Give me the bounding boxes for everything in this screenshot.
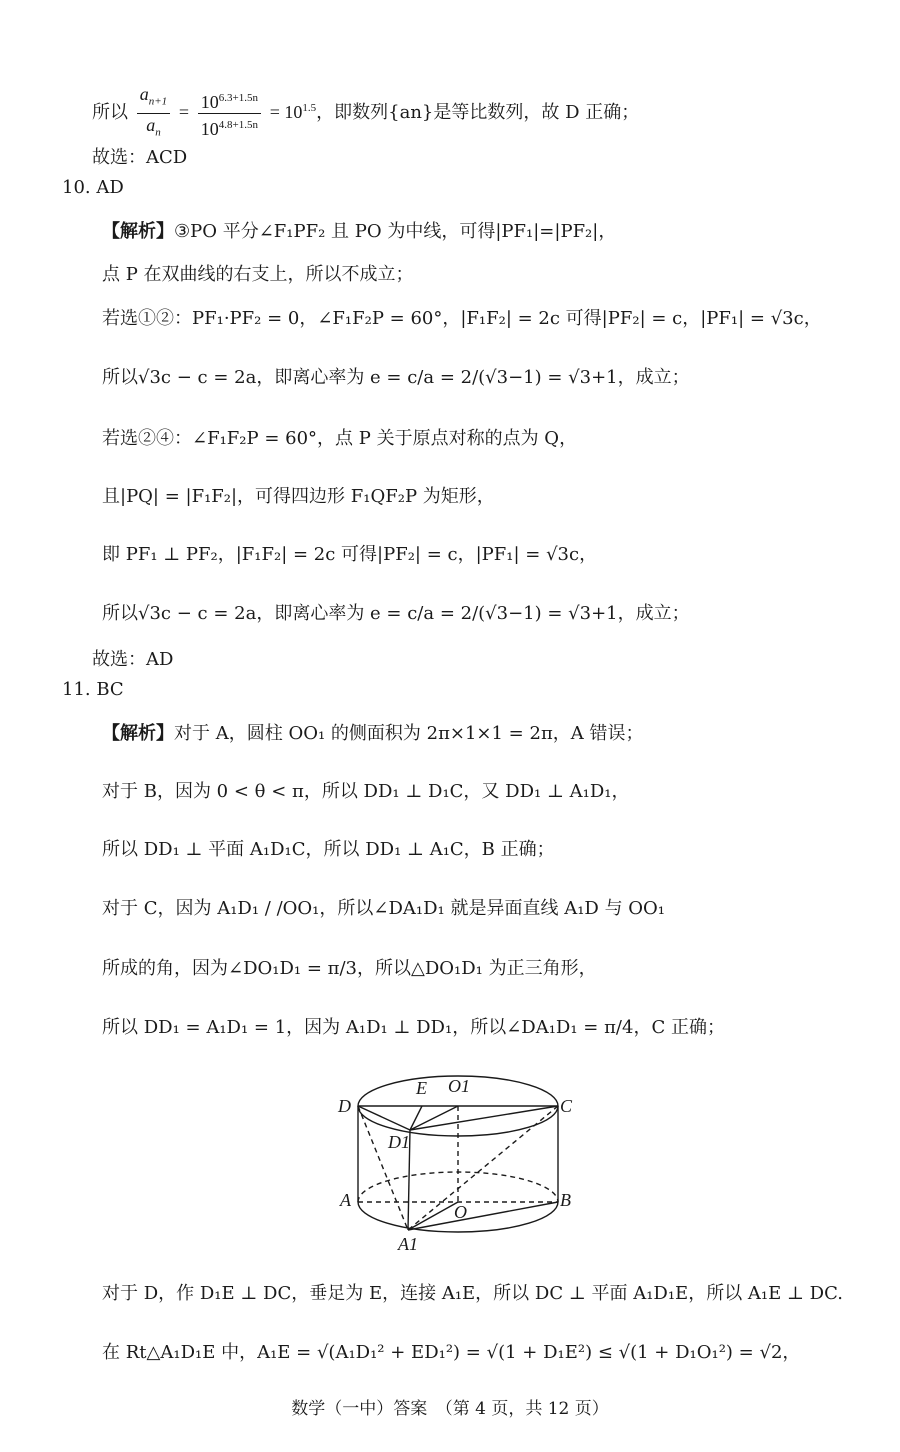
line-5: 点 P 在双曲线的右支上，所以不成立；: [102, 264, 414, 285]
line-16: 所以 DD₁ ⊥ 平面 A₁D₁C，所以 DD₁ ⊥ A₁C，B 正确；: [102, 839, 555, 860]
label-a: A: [340, 1190, 351, 1210]
line-19: 所以 DD₁ = A₁D₁ = 1，因为 A₁D₁ ⊥ DD₁，所以∠DA₁D₁ = π/4，C 正确；: [102, 1017, 725, 1038]
fraction-10: $\frac{10^{6.3+1.5n}}{10^{4.8+1.5n}}$: [198, 87, 261, 140]
line-10: 即 PF₁ ⊥ PF₂，|F₁F₂| = 2c 可得|PF₂| = c，|PF₁| = √3c，: [102, 544, 598, 565]
line-3: 10. AD: [62, 177, 124, 198]
line-9: 且|PQ| = |F₁F₂|，可得四边形 F₁QF₂P 为矩形，: [102, 486, 495, 507]
label-a1: A1: [398, 1234, 418, 1254]
page-footer: 数学（一中）答案 （第 4 页，共 12 页）: [291, 1399, 609, 1419]
seg-a1b: [408, 1202, 558, 1230]
line-20: 对于 D，作 D₁E ⊥ DC，垂足为 E，连接 A₁E，所以 DC ⊥ 平面 A₁D₁E，所以 A₁E ⊥ DC.: [102, 1283, 843, 1304]
line-21: 在 Rt△A₁D₁E 中，A₁E = √(A₁D₁² + ED₁²) = √(1 + D₁E²) ≤ √(1 + D₁O₁²) = √2，: [102, 1342, 801, 1363]
line-11: 所以√3c − c = 2a，即离心率为 e = c/a = 2/(√3−1) = √3+1，成立；: [102, 603, 690, 624]
label-d: D: [338, 1096, 351, 1116]
line-18: 所成的角，因为∠DO₁D₁ = π/3，所以△DO₁D₁ 为正三角形，: [102, 958, 597, 979]
text: 所以: [92, 102, 128, 123]
seg-ca1: [408, 1106, 558, 1230]
line-7: 所以√3c − c = 2a，即离心率为 e = c/a = 2/(√3−1) = √3+1，成立；: [102, 367, 690, 388]
line-15: 对于 B，因为 0 < θ < π，所以 DD₁ ⊥ D₁C，又 DD₁ ⊥ A₁D₁，: [102, 781, 630, 802]
line-8: 若选②④：∠F₁F₂P = 60°，点 P 关于原点对称的点为 Q，: [102, 428, 578, 449]
seg-d1c: [410, 1106, 558, 1130]
line-1: 所以 $\frac{a_{n+1}}{a_n}$ = $\frac{10^{6.3+1.5n}}{10^{4.8+1.5n}}$ = $10^{1.5}$，即数列{an}是等比数列，故 D 正确；: [92, 78, 639, 143]
label-c: C: [560, 1096, 573, 1116]
label-o1: O1: [448, 1076, 470, 1096]
label-o: O: [454, 1202, 467, 1222]
label-b: B: [560, 1190, 571, 1210]
cylinder-figure: [330, 1070, 580, 1255]
fraction-a: $\frac{a_{n+1}}{a_n}$: [137, 83, 170, 143]
label-e: E: [416, 1078, 427, 1098]
line-14: 【解析】对于 A，圆柱 OO₁ 的侧面积为 2π×1×1 = 2π，A 错误；: [102, 723, 644, 744]
line-17: 对于 C，因为 A₁D₁ / /OO₁，所以∠DA₁D₁ 就是异面直线 A₁D 与 OO₁: [102, 898, 666, 919]
line-13: 11. BC: [62, 679, 124, 700]
seg-da1: [358, 1106, 408, 1230]
label-d1: D1: [388, 1132, 410, 1152]
line-6: 若选①②：PF₁·PF₂ = 0，∠F₁F₂P = 60°，|F₁F₂| = 2c 可得|PF₂| = c，|PF₁| = √3c，: [102, 308, 822, 329]
line-2: 故选：ACD: [92, 147, 188, 168]
line-12: 故选：AD: [92, 649, 174, 670]
line-4: 【解析】③PO 平分∠F₁PF₂ 且 PO 为中线，可得|PF₁|=|PF₂|，: [102, 221, 617, 242]
